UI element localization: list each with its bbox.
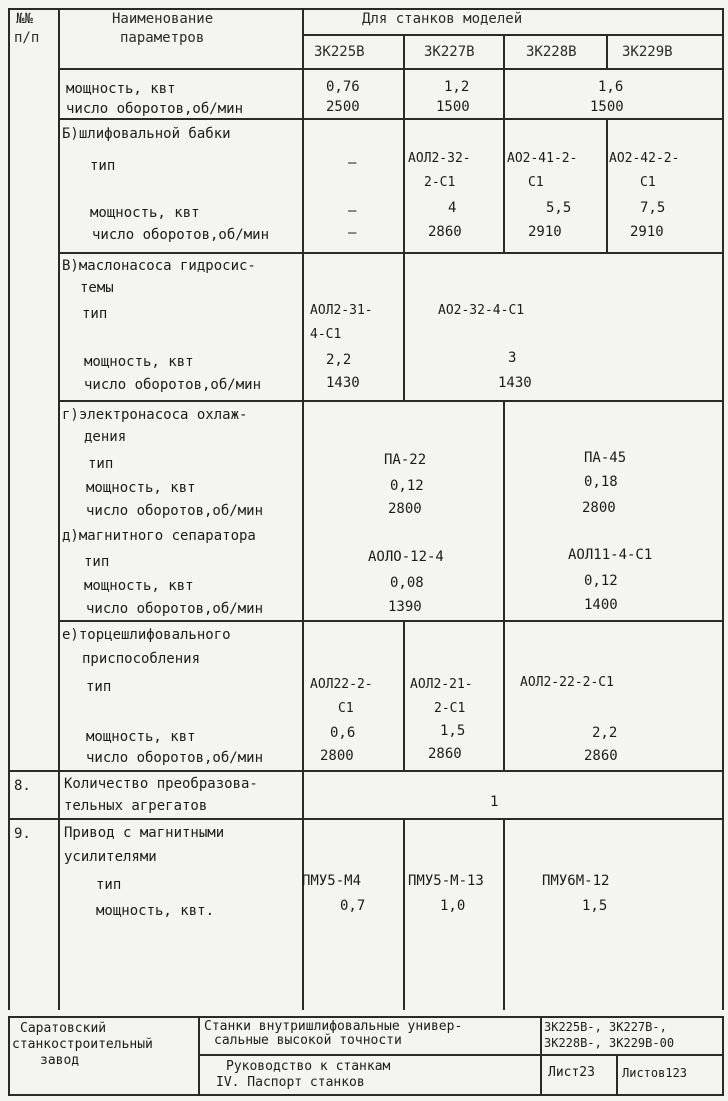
col-a-b-divider-oil — [403, 252, 405, 402]
row-label: число оборотов,об/мин — [86, 503, 264, 519]
cell-value: ПМУ5-М-13 — [408, 873, 484, 889]
param-header-line1: Наименование — [112, 11, 214, 27]
section-title: темы — [80, 280, 114, 296]
row-label: мощность, квт — [84, 354, 194, 370]
col-c-d-divider-header — [606, 34, 608, 70]
section-title: д)магнитного сепаратора — [62, 528, 256, 544]
stamp-divider-models — [540, 1016, 542, 1096]
cell-value: 2800 — [582, 500, 616, 516]
cell-value: 1390 — [388, 599, 422, 615]
section-title: дения — [84, 429, 127, 445]
stamp-title-line1: Станки внутришлифовальные универ- — [204, 1019, 463, 1034]
row-label: мощность, квт — [66, 81, 176, 97]
row-label: число оборотов,об/мин — [86, 750, 264, 766]
cell-value: 1,0 — [440, 898, 466, 914]
cell-value: 2800 — [320, 748, 354, 764]
table-top-border — [8, 8, 724, 10]
col-a-b-divider-grind — [403, 118, 405, 254]
num-header-line2: п/п — [14, 30, 40, 46]
cell-value: С1 — [640, 175, 656, 190]
row-divider-2 — [58, 252, 724, 254]
stamp-models-line2: 3К228В-, 3К229В-00 — [544, 1036, 675, 1050]
cell-value: 7,5 — [640, 200, 666, 216]
cell-value: 2,2 — [326, 352, 352, 368]
cell-value: 2500 — [326, 99, 360, 115]
cell-value: 0,7 — [340, 898, 366, 914]
cell-value: ПМУ6М-12 — [542, 873, 610, 889]
cell-value: С1 — [338, 701, 354, 716]
cell-value: 0,08 — [390, 575, 424, 591]
cell-value: 0,12 — [584, 573, 618, 589]
param-col-divider — [302, 8, 304, 1010]
cell-value: АОЛ2-22-2-С1 — [520, 675, 614, 690]
stamp-middle-divider — [198, 1054, 724, 1056]
stamp-right-border — [722, 1016, 724, 1096]
cell-value: С1 — [528, 175, 544, 190]
col-b-c-divider-grind — [503, 118, 505, 254]
table-right-border — [722, 8, 724, 1010]
cell-value: ПА-45 — [584, 450, 627, 466]
col-c-d-divider-grind — [606, 118, 608, 254]
cell-value: АОЛ2-32- — [408, 151, 471, 166]
section-title: г)электронасоса охлаж- — [62, 407, 248, 423]
cell-value: 1430 — [498, 375, 532, 391]
item-number: 8. — [14, 778, 31, 794]
cell-value: 1500 — [590, 99, 624, 115]
cell-value: АОЛО-12-4 — [368, 549, 444, 565]
cell-value: 1500 — [436, 99, 470, 115]
cell-value: 5,5 — [546, 200, 572, 216]
cell-value: 2910 — [630, 224, 664, 240]
cell-value: 2860 — [428, 224, 462, 240]
stamp-sheet: Лист23 — [548, 1065, 595, 1080]
row-label: тип — [86, 679, 112, 695]
item-label: усилителями — [64, 849, 157, 865]
stamp-left-border — [8, 1016, 10, 1096]
row-label: тип — [96, 877, 122, 893]
model-col-b: 3К227В — [424, 44, 475, 60]
row-divider-1 — [58, 118, 724, 120]
cell-value: 1 — [490, 794, 499, 810]
models-header-divider — [302, 34, 724, 36]
cell-value: – — [348, 155, 357, 171]
stamp-models-line1: 3К225В-, 3К227В-, — [544, 1020, 667, 1034]
stamp-divider-sheets — [616, 1054, 618, 1096]
stamp-org-line2: станкостроительный — [12, 1037, 153, 1052]
cell-value: 1,6 — [598, 79, 624, 95]
cell-value: АО2-32-4-С1 — [438, 303, 525, 318]
cell-value: 2,2 — [592, 725, 618, 741]
cell-value: АОЛ2-31- — [310, 303, 373, 318]
item-label: тельных агрегатов — [64, 798, 208, 814]
cell-value: 2-С1 — [434, 701, 466, 716]
model-col-a: 3К225В — [314, 44, 365, 60]
num-header-line1: №№ — [16, 11, 33, 27]
section-title: В)маслонасоса гидросис- — [62, 258, 256, 274]
row-label: мощность, квт — [90, 205, 200, 221]
stamp-doc-line2: IV. Паспорт станков — [216, 1075, 365, 1090]
col-b-c-divider-cool — [503, 400, 505, 622]
row-divider-5 — [8, 770, 724, 772]
row-label: мощность, квт. — [96, 903, 215, 919]
col-a-b-divider-face — [403, 620, 405, 772]
col-a-b-divider-r1 — [403, 68, 405, 120]
cell-value: 1400 — [584, 597, 618, 613]
stamp-top-border — [8, 1016, 724, 1018]
cell-value: 1,2 — [444, 79, 470, 95]
row-label: мощность, квт — [84, 578, 194, 594]
row-label: число оборотов,об/мин — [84, 377, 262, 393]
col-a-b-divider-item9 — [403, 818, 405, 1010]
cell-value: – — [348, 203, 357, 219]
stamp-divider-org — [198, 1016, 200, 1096]
col-a-b-divider-header — [403, 34, 405, 70]
item-number: 9. — [14, 826, 31, 842]
table-left-border — [8, 8, 10, 1010]
cell-value: АО2-41-2- — [507, 151, 578, 166]
row-label: число оборотов,об/мин — [86, 601, 264, 617]
row-label: тип — [82, 306, 108, 322]
section-title: е)торцешлифовального — [62, 627, 231, 643]
header-bottom-border — [58, 68, 724, 70]
row-label: тип — [90, 158, 116, 174]
cell-value: АОЛ2-21- — [410, 677, 473, 692]
model-col-d: 3К229В — [622, 44, 673, 60]
col-b-c-divider-header — [503, 34, 505, 70]
row-divider-4 — [58, 620, 724, 622]
section-title: приспособления — [82, 651, 201, 667]
cell-value: 4-С1 — [310, 327, 342, 342]
models-header: Для станков моделей — [362, 11, 523, 27]
cell-value: 2800 — [388, 501, 422, 517]
num-col-divider — [58, 8, 60, 1010]
cell-value: 0,12 — [390, 478, 424, 494]
cell-value: АО2-42-2- — [609, 151, 680, 166]
row-label: тип — [88, 456, 114, 472]
stamp-org-line3: завод — [40, 1053, 80, 1068]
cell-value: 4 — [448, 200, 457, 216]
col-b-c-divider-item9 — [503, 818, 505, 1010]
param-header-line2: параметров — [120, 30, 205, 46]
cell-value: 2860 — [584, 748, 618, 764]
cell-value: АОЛ22-2- — [310, 677, 373, 692]
cell-value: – — [348, 225, 357, 241]
row-label: тип — [84, 554, 110, 570]
stamp-sheets-total: Листов123 — [622, 1066, 688, 1080]
cell-value: ПА-22 — [384, 452, 427, 468]
cell-value: 2-С1 — [424, 175, 456, 190]
col-b-c-divider-face — [503, 620, 505, 772]
stamp-doc-line1: Руководство к станкам — [226, 1059, 391, 1074]
row-label: число оборотов,об/мин — [66, 101, 244, 117]
model-col-c: 3К228В — [526, 44, 577, 60]
row-label: мощность, квт — [86, 729, 196, 745]
stamp-title-line2: сальные высокой точности — [214, 1033, 402, 1048]
cell-value: 2910 — [528, 224, 562, 240]
col-b-c-divider-r1 — [503, 68, 505, 120]
cell-value: 0,18 — [584, 474, 618, 490]
cell-value: 1,5 — [440, 723, 466, 739]
row-divider-6 — [8, 818, 724, 820]
cell-value: 0,6 — [330, 725, 356, 741]
cell-value: 0,76 — [326, 79, 360, 95]
item-label: Количество преобразова- — [64, 776, 258, 792]
item-label: Привод с магнитными — [64, 825, 225, 841]
cell-value: 1430 — [326, 375, 360, 391]
row-label: мощность, квт — [86, 480, 196, 496]
cell-value: АОЛ11-4-С1 — [568, 547, 653, 563]
row-divider-3 — [58, 400, 724, 402]
stamp-org-line1: Саратовский — [20, 1021, 107, 1036]
cell-value: 3 — [508, 350, 517, 366]
cell-value: 1,5 — [582, 898, 608, 914]
cell-value: 2860 — [428, 746, 462, 762]
row-label: число оборотов,об/мин — [92, 227, 270, 243]
section-title: Б)шлифовальной бабки — [62, 126, 231, 142]
cell-value: ПМУ5-М4 — [302, 873, 362, 889]
